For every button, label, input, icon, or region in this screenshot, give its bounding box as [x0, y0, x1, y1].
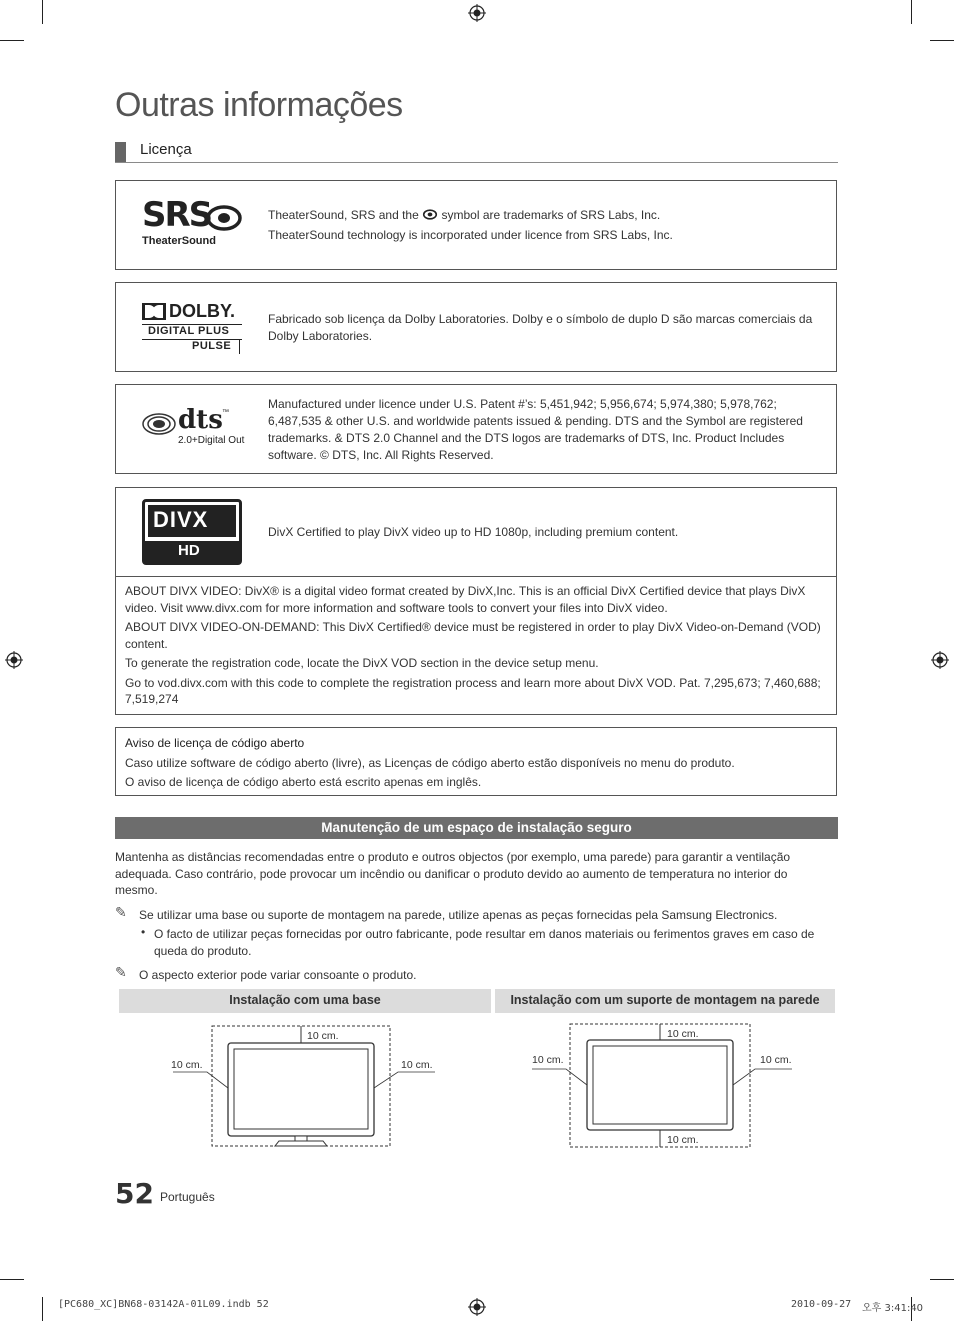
registration-mark-icon [5, 651, 23, 669]
dolby-license-text: Fabricado sob licença da Dolby Laboratories. Dolby e o símbolo de duplo D são marcas comerciais da Dolby Laboratories. [268, 312, 813, 343]
dolby-license-box [115, 282, 837, 372]
srs-symbol-icon [422, 209, 438, 220]
dolby-logo-pulse: PULSE [192, 340, 232, 352]
pencil-note-icon: ✎ [115, 904, 127, 920]
crop-mark [42, 1297, 43, 1321]
print-time: 오후 3:41:40 [862, 1303, 924, 1314]
registration-mark-icon [468, 1298, 486, 1316]
dts-logo-text: dts [178, 405, 223, 435]
wall-dimension-top: 10 cm. [667, 1028, 699, 1040]
dts-speaker-icon [142, 413, 176, 435]
open-source-notice-content [125, 735, 828, 794]
maintenance-note-2: O aspecto exterior pode variar consoante o produto. [139, 968, 417, 982]
section-header [115, 139, 838, 163]
wall-installation-diagram [530, 1020, 800, 1150]
maintenance-heading: Manutenção de um espaço de instalação seguro [115, 817, 838, 839]
divx-logo-text: DIVX [153, 507, 209, 532]
srs-license-text [268, 207, 828, 244]
crop-mark [42, 0, 43, 24]
dts-license-box [115, 384, 837, 474]
dolby-logo [142, 303, 242, 355]
base-dimension-right: 10 cm. [401, 1059, 433, 1071]
srs-logo [142, 195, 242, 249]
open-source-notice-box [115, 727, 837, 796]
print-file-label: [PC680_XC]BN68-03142A-01L09.indb 52 [58, 1299, 269, 1310]
wall-dimension-left: 10 cm. [532, 1054, 564, 1066]
maintenance-note-1: Se utilizar uma base ou suporte de montagem na parede, utilize apenas as peças fornecidas pela Samsung Electronics. [139, 908, 778, 922]
srs-logo-text: SRS [142, 195, 212, 235]
crop-mark [930, 1279, 954, 1280]
registration-mark-icon [468, 4, 486, 22]
divx-about-paragraph: ABOUT DIVX VIDEO: DivX® is a digital video format created by DivX,Inc. This is an official DivX Certified device that plays DivX video. Visit www.divx.com for more information and software tools to convert your files into DivX video. [125, 584, 806, 615]
crop-mark [911, 0, 912, 24]
crop-mark [930, 40, 954, 41]
pencil-note-icon: ✎ [115, 964, 127, 980]
base-dimension-left: 10 cm. [171, 1059, 203, 1071]
dts-logo-tm: ™ [222, 409, 229, 416]
dolby-logo-text: DOLBY. [169, 301, 236, 321]
page-title: Outras informações [115, 86, 403, 124]
crop-mark [0, 40, 24, 41]
wall-dimension-bottom: 10 cm. [667, 1134, 699, 1146]
open-source-line: Caso utilize software de código aberto (livre), as Licenças de código aberto estão disponíveis no menu do produto. [125, 755, 735, 770]
divx-about-section [125, 583, 828, 711]
divx-about-paragraph: Go to vod.divx.com with this code to complete the registration process and learn more about DivX VOD. Pat. 7,295,673; 7,460,688; 7,519,274 [125, 675, 821, 706]
print-date: 2010-09-27 [791, 1299, 852, 1310]
divx-divider [116, 576, 836, 577]
section-bar [115, 142, 126, 162]
srs-license-line-1: TheaterSound, SRS and the symbol are trademarks of SRS Labs, Inc. [268, 208, 661, 222]
registration-mark-icon [931, 651, 949, 669]
divx-about-paragraph: ABOUT DIVX VIDEO-ON-DEMAND: This DivX Certified® device must be registered in order to play DivX Video-on-Demand (VOD) content. [125, 620, 821, 651]
dts-license-text: Manufactured under licence under U.S. Patent #’s: 5,451,942; 5,956,674; 5,974,380; 5,978,762; 6,487,535 & other U.S. and worldwide patents issued & pending. DTS and the Symbol are registered trademarks. & DTS 2.0 Channel and the DTS logos are trademarks of DTS, Inc. Product Includes software. © DTS, Inc. All Rights Reserved. [268, 397, 803, 462]
srs-symbol-icon [206, 204, 242, 232]
dts-logo-subtext: 2.0+Digital Out [178, 435, 245, 446]
maintenance-intro: Mantenha as distâncias recomendadas entre o produto e outros objectos (por exemplo, uma parede) para garantir a ventilação adequada. Caso contrário, pode provocar um incêndio ou danificar o produto devido ao aumento de temperatura no interior do mesmo. [115, 850, 791, 897]
srs-license-line-2: TheaterSound technology is incorporated under licence from SRS Labs, Inc. [268, 228, 673, 242]
open-source-line: O aviso de licença de código aberto está escrito apenas em inglês. [125, 775, 482, 789]
column-header-wall: Instalação com um suporte de montagem na parede [495, 989, 835, 1013]
divx-logo [142, 499, 242, 565]
srs-license-box [115, 180, 837, 270]
column-header-base: Instalação com uma base [119, 989, 491, 1013]
page-number: 52 [115, 1177, 154, 1210]
wall-dimension-right: 10 cm. [760, 1054, 792, 1066]
dolby-double-d-icon [142, 303, 166, 320]
crop-mark [0, 1279, 24, 1280]
section-title: Licença [140, 141, 192, 158]
dts-logo [142, 405, 245, 451]
open-source-title: Aviso de licença de código aberto [125, 736, 305, 750]
divx-license-box [115, 487, 837, 715]
dolby-divider [239, 339, 240, 354]
divx-about-paragraph: To generate the registration code, locate the DivX VOD section in the device setup menu. [125, 656, 599, 670]
divx-license-text: DivX Certified to play DivX video up to HD 1080p, including premium content. [268, 525, 679, 539]
base-installation-diagram [165, 1020, 445, 1150]
maintenance-bullet-1: O facto de utilizar peças fornecidas por outro fabricante, pode resultar em danos materiais ou ferimentos graves em caso de queda do produto. [154, 927, 815, 958]
page-language: Português [160, 1190, 215, 1204]
dolby-logo-subtext: DIGITAL PLUS [148, 325, 230, 337]
base-dimension-top: 10 cm. [307, 1030, 339, 1042]
srs-logo-subtext: TheaterSound [142, 235, 216, 247]
divx-logo-hd: HD [178, 542, 200, 559]
bullet-icon: • [141, 925, 146, 939]
